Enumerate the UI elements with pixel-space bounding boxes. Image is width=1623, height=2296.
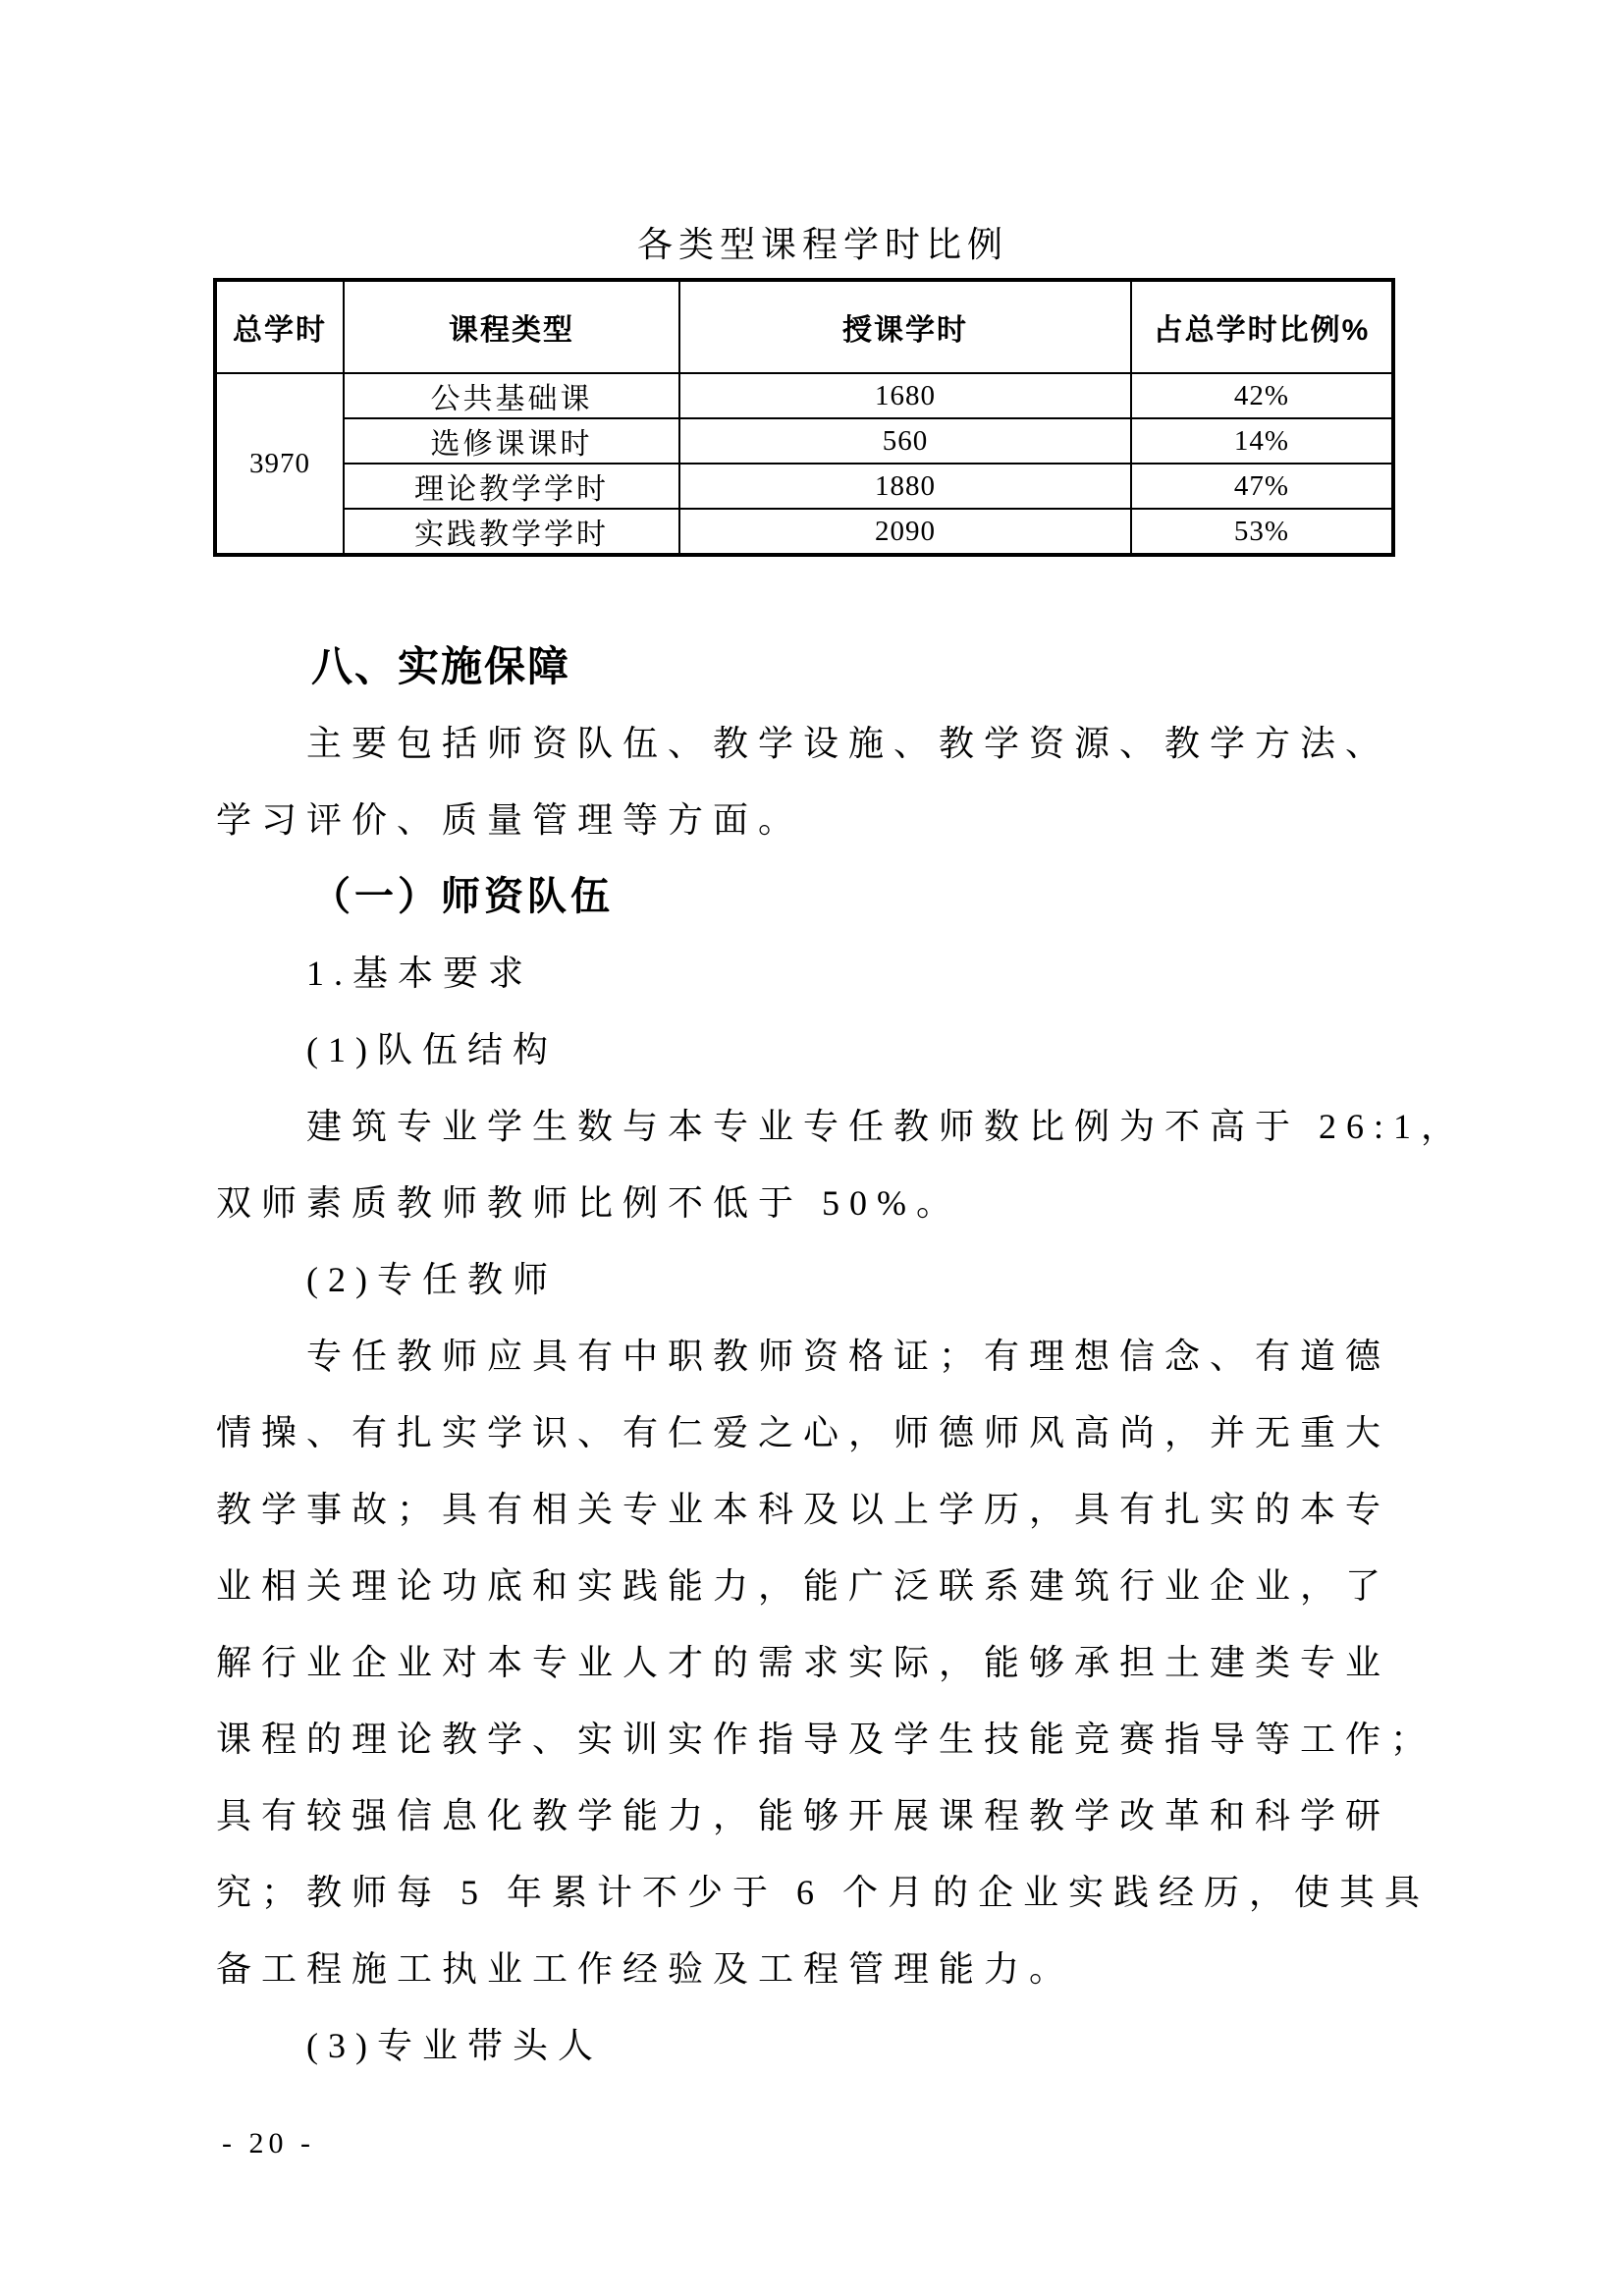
ratio-cell: 47% (1131, 464, 1393, 509)
course-hours-table (213, 278, 1395, 557)
paragraph-line: 建筑专业学生数与本专业专任教师数比例为不高于 26:1， (306, 1107, 1467, 1146)
paragraph-line: 教学事故；具有相关专业本科及以上学历，具有扎实的本专 (216, 1490, 1391, 1529)
total-hours-cell: 3970 (215, 373, 344, 555)
course-type-cell: 公共基础课 (344, 373, 679, 418)
ratio-cell: 14% (1131, 418, 1393, 464)
paragraph-line: 专任教师应具有中职教师资格证；有理想信念、有道德 (306, 1337, 1391, 1376)
paragraph-line: 究；教师每 5 年累计不少于 6 个月的企业实践经历，使其具 (216, 1873, 1431, 1912)
ratio-cell: 42% (1131, 373, 1393, 418)
table-header-row (215, 280, 1393, 373)
paragraph-line: 业相关理论功底和实践能力，能广泛联系建筑行业企业，了 (216, 1566, 1391, 1606)
paragraph-line: 课程的理论教学、实训实作指导及学生技能竞赛指导等工作； (216, 1720, 1436, 1759)
course-type-cell: 选修课课时 (344, 418, 679, 464)
table-row (215, 464, 1393, 509)
numbered-item-1-2: (2)专任教师 (306, 1260, 558, 1299)
paragraph-line: 解行业企业对本专业人才的需求实际，能够承担土建类专业 (216, 1643, 1391, 1682)
page-number: - 20 - (222, 2127, 315, 2159)
course-type-cell: 实践教学学时 (344, 509, 679, 555)
numbered-item-1-3: (3)专业带头人 (306, 2026, 603, 2065)
class-hours-cell: 2090 (679, 509, 1131, 555)
header-course-type: 课程类型 (344, 280, 679, 373)
numbered-item-1-1: (1)队伍结构 (306, 1030, 558, 1069)
header-ratio: 占总学时比例% (1131, 280, 1393, 373)
paragraph-line: 具有较强信息化教学能力，能够开展课程教学改革和科学研 (216, 1796, 1391, 1835)
table-title: 各类型课程学时比例 (636, 225, 1008, 264)
header-total-hours: 总学时 (215, 280, 344, 373)
header-class-hours: 授课学时 (679, 280, 1131, 373)
paragraph-line: 主要包括师资队伍、教学设施、教学资源、教学方法、 (306, 724, 1391, 763)
class-hours-cell: 560 (679, 418, 1131, 464)
table-row (215, 373, 1393, 418)
paragraph-line: 学习评价、质量管理等方面。 (216, 800, 804, 840)
table-row (215, 509, 1393, 555)
table-row (215, 418, 1393, 464)
ratio-cell: 53% (1131, 509, 1393, 555)
class-hours-cell: 1880 (679, 464, 1131, 509)
class-hours-cell: 1680 (679, 373, 1131, 418)
paragraph-line: 备工程施工执业工作经验及工程管理能力。 (216, 1949, 1075, 1989)
section-heading-8: 八、实施保障 (311, 643, 571, 689)
paragraph-line: 双师素质教师教师比例不低于 50%。 (216, 1183, 961, 1223)
paragraph-line: 情操、有扎实学识、有仁爱之心，师德师风高尚，并无重大 (216, 1413, 1391, 1452)
course-type-cell: 理论教学学时 (344, 464, 679, 509)
subsection-heading-1: （一）师资队伍 (311, 874, 614, 918)
numbered-item-1: 1.基本要求 (306, 954, 534, 993)
body-content (216, 629, 1467, 2084)
